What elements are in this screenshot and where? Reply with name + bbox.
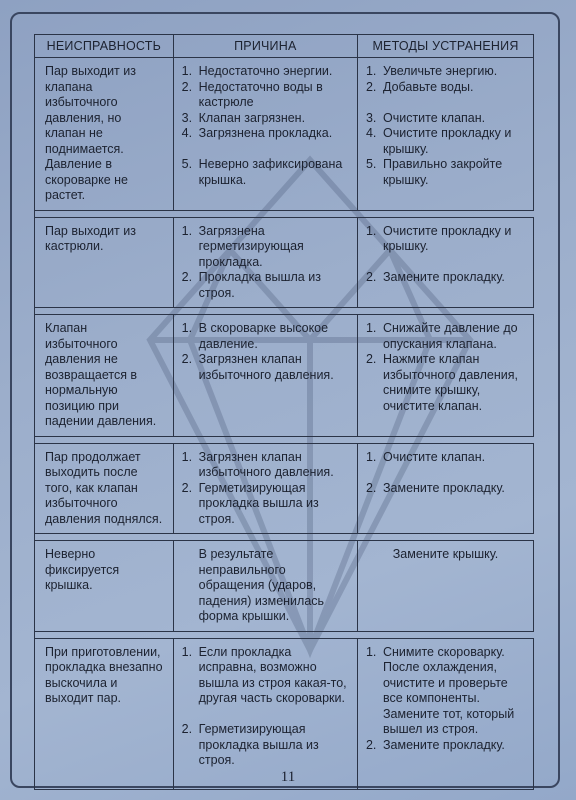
fix-list [358, 218, 533, 292]
table-header-row [34, 34, 534, 58]
list-item: 2. Загрязнен клапан избыточного давления. [181, 352, 334, 382]
list-item: 1. Очистите клапан. [365, 449, 486, 464]
problem-text: Пар продолжает выходить после того, как клапан избыточного давления поднялся. [45, 449, 163, 526]
fix-cell [358, 443, 534, 535]
list-item: 1. Загрязнена герметизирующая прокладка. [181, 223, 304, 269]
list-item: 2. Нажмите клапан избыточного давления, снимите крышку, очистите клапан. [365, 352, 519, 413]
table-row [34, 443, 534, 535]
problem-text: Пар выходит из кастрюли. [45, 223, 136, 253]
cause-list [174, 639, 357, 775]
table-row [34, 58, 534, 211]
problem-cell [34, 638, 174, 790]
list-item: 1. Недостаточно энергии. [181, 64, 333, 78]
list-item: 5. Правильно закройте крышку. [365, 157, 503, 187]
list-item: 2. Герметизирующая прокладка вышла из строя. [181, 722, 319, 767]
table-row [34, 314, 534, 437]
problem-cell [34, 314, 174, 437]
list-item: 2. Герметизирующая прокладка вышла из строя. [181, 480, 319, 526]
list-item: 2. Прокладка вышла из строя. [181, 270, 321, 300]
problem-cell [34, 217, 174, 309]
list-item: 1. Увеличьте энергию. [365, 64, 498, 78]
troubleshooting-table [34, 34, 534, 790]
table-row [34, 638, 534, 790]
table-row [34, 540, 534, 632]
list-item: 2. Замените прокладку. [365, 270, 505, 284]
fix-list [358, 639, 533, 760]
list-item: 1. Если прокладка исправна, возможно вышла из строя какая-то, другая часть скороварки. [181, 644, 347, 705]
list-item: 5. Неверно зафиксирована крышка. [181, 157, 343, 187]
fix-list [358, 58, 533, 194]
list-item: 1. Загрязнен клапан избыточного давления. [181, 449, 334, 479]
cause-cell [174, 217, 358, 309]
header-cause: ПРИЧИНА [174, 34, 358, 58]
fix-cell [358, 217, 534, 309]
cause-cell [174, 58, 358, 211]
list-item: 2. Недостаточно воды в кастрюле [181, 79, 323, 109]
cause-text: В результате неправильного обращения (ударов, падения) изменилась форма крышки. [198, 547, 325, 623]
header-problem: НЕИСПРАВНОСТЬ [34, 34, 174, 58]
list-item: 4. Загрязнена прокладка. [181, 126, 333, 140]
list-item: 2. Добавьте воды. [365, 79, 474, 94]
cause-list [174, 444, 357, 534]
list-item: 2. Замените прокладку. [365, 737, 505, 752]
cause-cell [174, 443, 358, 535]
problem-text: При приготовлении, прокладка внезапно выскочила и выходит пар. [45, 644, 163, 705]
page-number: 11 [280, 769, 296, 785]
cause-list [174, 218, 357, 308]
fix-list [358, 444, 533, 503]
list-item: 3. Очистите клапан. [365, 110, 486, 125]
list-item: 1. Очистите прокладку и крышку. [365, 223, 512, 253]
fix-cell [358, 540, 534, 632]
cause-cell [174, 314, 358, 437]
problem-text: Пар выходит из клапана избыточного давления, но клапан не поднимается. Давление в скороварке не растет. [45, 64, 136, 202]
problem-cell [34, 540, 174, 632]
cause-cell [174, 638, 358, 790]
problem-text: Клапан избыточного давления не возвращается в нормальную позицию при падении давления. [45, 321, 157, 428]
fix-list [358, 315, 533, 420]
list-item: 2. Замените прокладку. [365, 480, 505, 495]
list-item: 1. Снижайте давление до опускания клапана. [365, 321, 518, 351]
problem-text: Неверно фиксируется крышка. [45, 547, 120, 592]
problem-cell [34, 443, 174, 535]
header-fix: МЕТОДЫ УСТРАНЕНИЯ [358, 34, 534, 58]
cause-list [174, 58, 357, 194]
fix-cell [358, 58, 534, 211]
fix-cell [358, 638, 534, 790]
list-item: 3. Клапан загрязнен. [181, 110, 306, 125]
list-item: 1. В скороварке высокое давление. [181, 321, 329, 351]
cause-cell [174, 540, 358, 632]
list-item: 1. Снимите скороварку. После охлаждения, очистите и проверьте все компоненты. Замените тот, который вышел из строя. [365, 644, 515, 736]
table-row [34, 217, 534, 309]
problem-cell [34, 58, 174, 211]
fix-text: Замените крышку. [392, 547, 499, 561]
list-item: 4. Очистите прокладку и крышку. [365, 126, 512, 156]
cause-list [174, 315, 357, 389]
fix-cell [358, 314, 534, 437]
